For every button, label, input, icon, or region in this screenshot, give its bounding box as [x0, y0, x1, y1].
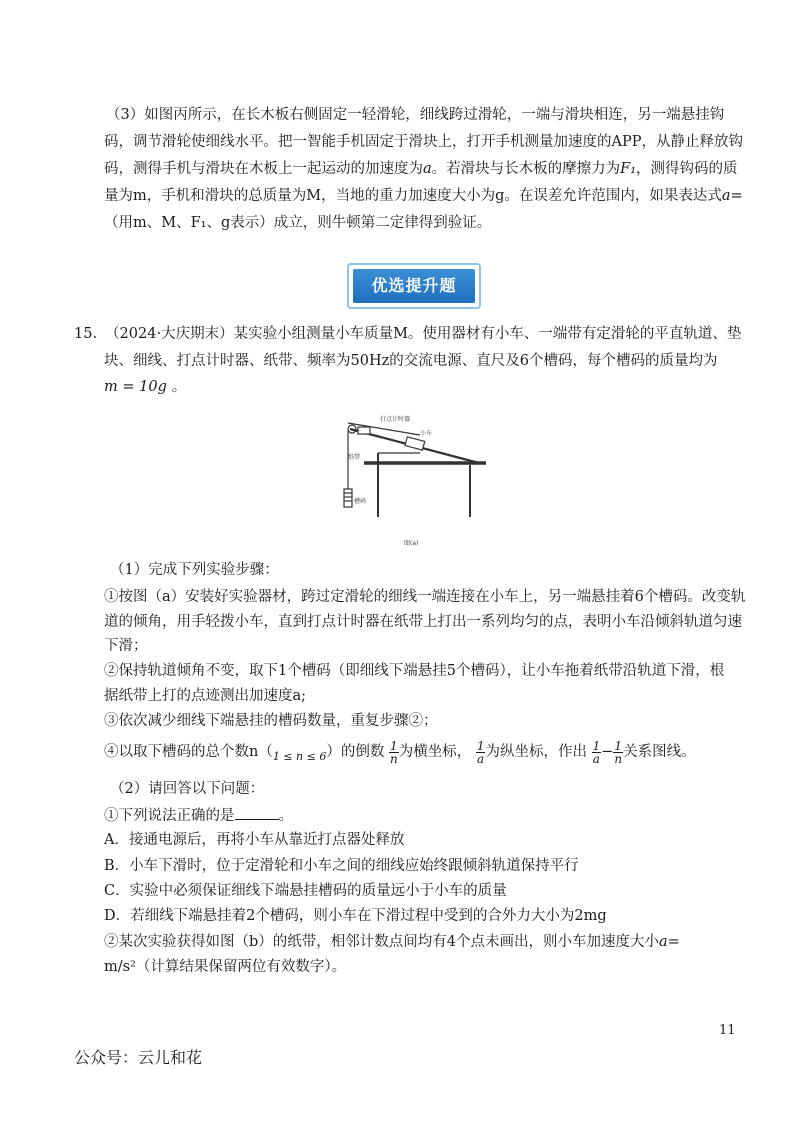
- answer-blank[interactable]: [235, 803, 279, 820]
- option-d-text: D．若细线下端悬挂着2个槽码，则小车在下滑过程中受到的合外力大小为2mg: [104, 908, 607, 924]
- option-d: [104, 905, 607, 927]
- part3-line3-a: 码，测得手机与滑块在木板上一起运动的加速度为: [104, 161, 423, 177]
- part3-line4: [104, 185, 743, 207]
- q2-heading-text: （2）请回答以下问题：: [110, 781, 265, 797]
- q2-heading: [110, 778, 264, 800]
- equals-sign: =: [667, 934, 680, 950]
- mass-value: m = 10g 。: [104, 379, 186, 395]
- frequency-value: 50Hz: [350, 353, 390, 369]
- q15-line2: [104, 350, 717, 372]
- weights-icon: [344, 489, 352, 507]
- part3-line5: [104, 212, 491, 234]
- step4-d: 为纵坐标，作出: [485, 744, 587, 760]
- figure-caption: 图(a): [404, 540, 419, 547]
- part3-line1: [106, 104, 724, 126]
- part3-line3: [104, 158, 738, 180]
- unit-note: m/s²（计算结果保留两位有效数字）。: [104, 959, 347, 975]
- page-number: 11: [719, 1023, 736, 1038]
- part3-line1-text: （3）如图丙所示，在长木板右侧固定一轻滑轮，细线跨过滑轮，一端与滑块相连，另一端悬挂钩: [106, 107, 725, 123]
- minus-sign: −: [601, 744, 614, 760]
- step3-text: ③依次减少细线下端悬挂的槽码数量，重复步骤②；: [104, 713, 438, 729]
- step4-e: 关系图线。: [623, 744, 696, 760]
- part3-line3-b: 。若滑块与长木板的摩擦力为: [431, 161, 621, 177]
- label-cart: 小车: [420, 430, 433, 437]
- label-weights: 槽码: [354, 498, 367, 505]
- step2-line2: [104, 685, 306, 707]
- label-timer: 打点计时器: [380, 416, 411, 423]
- n-range: 1 ≤ n ≤ 6: [272, 750, 327, 763]
- option-b: [104, 855, 579, 877]
- badge-label: 优选提升题: [353, 269, 475, 303]
- option-a: [104, 829, 404, 851]
- option-c-text: C．实验中必须保证细线下端悬挂槽码的质量远小于小车的质量: [104, 883, 507, 899]
- option-c: [104, 880, 507, 902]
- part3-line3-c: ，测得钩码的质: [636, 161, 738, 177]
- q2-prompt1-end: 。: [278, 808, 293, 824]
- step4: [104, 738, 696, 771]
- q2-prompt2-line2: [104, 956, 346, 978]
- label-tape: 纸带: [348, 454, 361, 461]
- step1-line1-text: ①按图（a）安装好实验器材，跨过定滑轮的细线一端连接在小车上，另一端悬挂着6个槽码。改变轨: [104, 589, 746, 605]
- equals-sign: =: [730, 188, 743, 204]
- question-number: 15.: [74, 326, 98, 342]
- part3-line2: [104, 131, 743, 153]
- q15-line1-text: （2024·大庆期末）某实验小组测量小车质量M。使用器材有小车、一端带有定滑轮的平直轨道、垫: [105, 326, 742, 342]
- step4-c: 为横坐标，: [398, 744, 472, 760]
- speck: .: [543, 99, 545, 104]
- step1-line1: [104, 586, 745, 608]
- steps-heading-text: （1）完成下列实验步骤：: [110, 562, 279, 578]
- part3-line2-text: 码，调节滑轮使细线水平。把一智能手机固定于滑块上，打开手机测量加速度的APP，从静止释放钩: [104, 134, 743, 150]
- accel-symbol: a: [721, 188, 731, 204]
- step1-line3: [104, 635, 148, 657]
- step2-line1: [104, 660, 724, 682]
- step2-line1-text: ②保持轨道倾角不变，取下1个槽码（即细线下端悬挂5个槽码），让小车拖着纸带沿轨道下滑，根: [104, 663, 725, 679]
- option-b-text: B．小车下滑时，位于定滑轮和小车之间的细线应始终跟倾斜轨道保持平行: [104, 858, 579, 874]
- q15-line2-b: 的交流电源、直尺及6个槽码，每个槽码的质量均为: [389, 353, 718, 369]
- q15-line1: [74, 323, 741, 345]
- accel-symbol: a: [423, 161, 432, 177]
- q2-prompt2: [104, 931, 680, 953]
- step3: [104, 710, 438, 732]
- q15-line3: [104, 376, 186, 398]
- q2-prompt1-text: ①下列说法正确的是: [104, 808, 235, 824]
- q15-line2-a: 块、细线、打点计时器、纸带、频率为: [104, 353, 351, 369]
- step1-line2: [104, 611, 742, 633]
- fraction-one-over-n: $\frac{1}{n}$: [389, 738, 398, 766]
- accel-symbol: a: [659, 934, 668, 950]
- q2-prompt1: [104, 803, 293, 827]
- section-badge: [347, 263, 481, 309]
- friction-symbol: F₁: [620, 161, 637, 177]
- fraction-one-over-n-2: $\frac{1}{n}$: [614, 738, 623, 766]
- timer-icon: [358, 427, 370, 434]
- cart-icon: [405, 437, 425, 450]
- q2-prompt2-text: ②某次实验获得如图（b）的纸带，相邻计数点间均有4个点未画出，则小车加速度大小: [104, 934, 660, 950]
- fraction-one-over-a: $\frac{1}{a}$: [476, 738, 485, 766]
- step4-a: ④以取下槽码的总个数n（: [104, 744, 273, 760]
- part3-line5-text: （用m、M、F₁、g表示）成立，则牛顿第二定律得到验证。: [104, 215, 492, 231]
- fraction-one-over-a-2: $\frac{1}{a}$: [592, 738, 601, 766]
- step2-line2-text: 据纸带上打的点迹测出加速度a;: [104, 688, 307, 704]
- step4-b: ）的倒数: [326, 744, 385, 760]
- part3-line4-text: 量为m，手机和滑块的总质量为M，当地的重力加速度大小为g。在误差允许范围内，如果表达式: [104, 188, 722, 204]
- steps-heading: [110, 559, 279, 581]
- option-a-text: A．接通电源后，再将小车从靠近打点器处释放: [104, 832, 405, 848]
- step1-line3-text: 下滑；: [104, 638, 148, 654]
- footer-text: 公众号：云儿和花: [74, 1048, 203, 1067]
- apparatus-figure: [334, 413, 494, 553]
- step1-line2-text: 道的倾角，用手轻拨小车，直到打点计时器在纸带上打出一系列均匀的点，表明小车沿倾斜轨道匀速: [104, 614, 742, 630]
